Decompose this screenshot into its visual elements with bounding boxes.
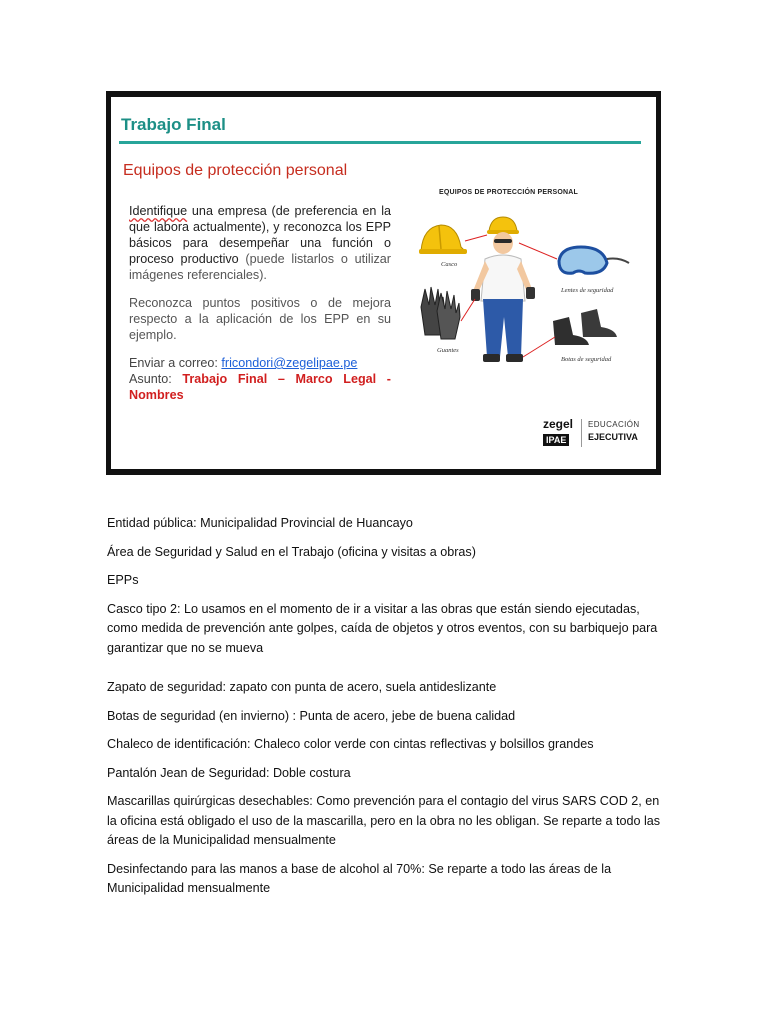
subject-label: Asunto: (129, 372, 183, 386)
instruction-paragraph-2: Reconozca puntos positivos o de mejora respecto a la aplicación de los EPP en su ejemplo. (129, 296, 391, 342)
brand-educacion: EDUCACIÓN (588, 420, 640, 429)
instruction-main-text: una empresa (de preferencia en la que labora actualmente), y reconozca los EPP básicos para desempeñar una función o proceso productivo (129, 204, 391, 266)
send-label: Enviar a correo: (129, 356, 222, 370)
epp-item-zapato: Zapato de seguridad: zapato con punta de acero, suela antideslizante (107, 680, 497, 694)
slide-title: Trabajo Final (121, 115, 226, 134)
subject-line (129, 371, 391, 403)
figure-title: EQUIPOS DE PROTECCIÓN PERSONAL (439, 189, 579, 196)
epp-item-casco: Casco tipo 2: Lo usamos en el momento de ir a visitar a las obras que están siendo ejecutadas, como medida de prevención ante golpes, caída de objetos y otros eventos, con su barbiquejo para garantizar que no se mueva (107, 601, 658, 655)
epps-heading: EPPs (107, 573, 139, 587)
boots-icon (553, 309, 617, 345)
blank-line (107, 667, 667, 678)
send-line (129, 355, 391, 371)
brand-zegel: zegel (543, 417, 574, 431)
email-link: fricondori@zegelipae.pe (221, 356, 358, 370)
brand-logo (541, 415, 651, 451)
epp-item-pantalon: Pantalón Jean de Seguridad: Doble costura (107, 765, 351, 780)
epp-item-botas: Botas de seguridad (en invierno) : Punta de acero, jebe de buena calidad (107, 708, 516, 723)
area-line: Área de Seguridad y Salud en el Trabajo (oficina y visitas a obras) (107, 544, 476, 559)
subject-text: Trabajo Final – Marco Legal - Nombres (129, 372, 391, 402)
label-lentes: Lentes de seguridad (561, 287, 614, 294)
helmet-icon (419, 225, 467, 254)
entity-line: Entidad pública: Municipalidad Provincial de Huancayo (107, 516, 413, 530)
highlight-word: Identifique (129, 204, 188, 218)
goggles-icon (559, 247, 629, 273)
epp-illustration (411, 189, 647, 379)
brand-ejecutiva: EJECUTIVA (588, 432, 638, 442)
label-botas: Botas de seguridad (561, 356, 612, 363)
brand-ipae: IPAE (543, 434, 569, 446)
slide-subtitle: Equipos de protección personal (123, 162, 348, 179)
epp-item-chaleco: Chaleco de identificación: Chaleco color verde con cintas reflectivas y bolsillos grandes (107, 737, 594, 751)
brand-divider (581, 419, 582, 447)
gloves-icon (421, 287, 460, 339)
slide-instructions (129, 203, 391, 403)
epp-item-desinfectante: Desinfectando para las manos a base de alcohol al 70%: Se reparte a todo las áreas de la Municipalidad mensualmente (107, 861, 612, 895)
instruction-paragraph-1 (129, 203, 391, 283)
slide-canvas (111, 97, 656, 469)
worker-icon (471, 217, 535, 362)
title-divider (119, 141, 641, 144)
instruction-note: (puede listarlos o utilizar imágenes referenciales). (129, 252, 391, 282)
document-body (107, 514, 667, 908)
slide-image (106, 91, 661, 475)
epp-item-mascarillas: Mascarillas quirúrgicas desechables: Como prevención para el contagio del virus SARS COD 2, en la oficina está obligado el uso de la mascarilla, pero en la obra no les obligan. Se reparte a todo las áreas de la Municipalidad mensualmente (107, 794, 661, 847)
label-casco: Casco (441, 261, 458, 268)
label-guantes: Guantes (437, 347, 459, 354)
